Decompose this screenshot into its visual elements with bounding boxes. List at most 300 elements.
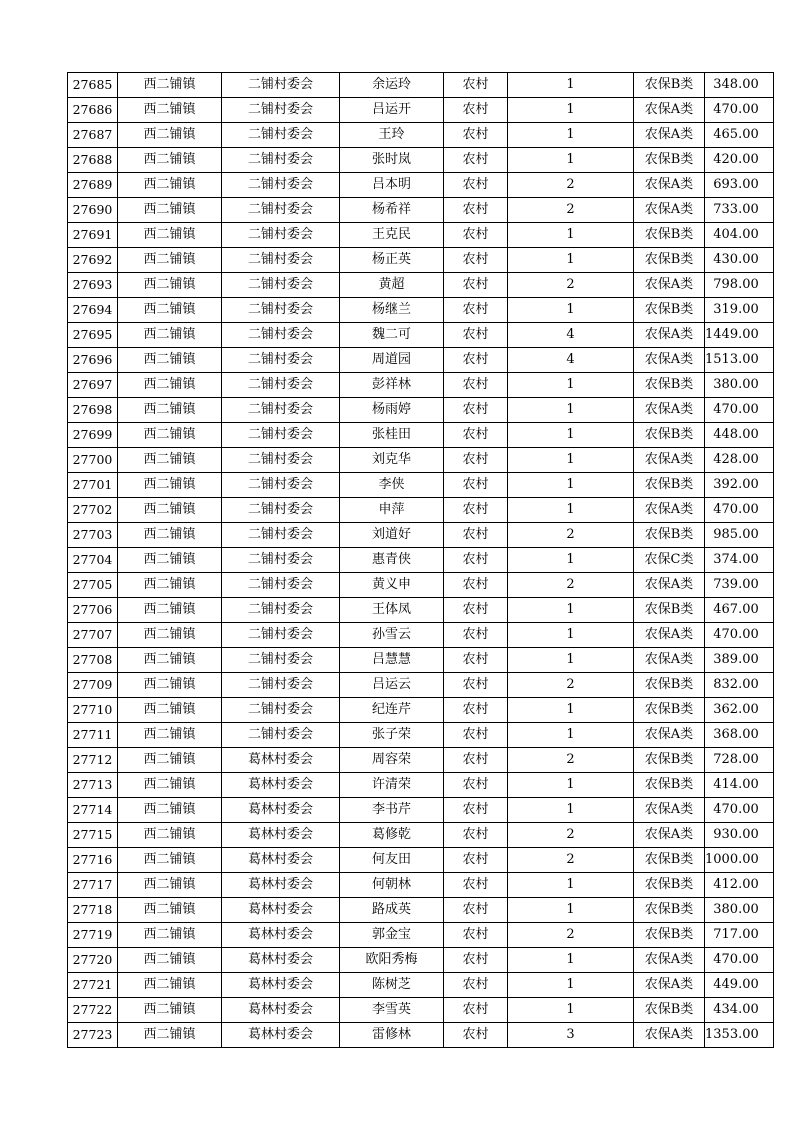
area-type-cell: 农村 bbox=[444, 348, 508, 373]
insurance-category-cell: 农保B类 bbox=[634, 523, 705, 548]
data-table bbox=[67, 72, 774, 1048]
record-id-cell: 27709 bbox=[68, 673, 118, 698]
area-type-cell: 农村 bbox=[444, 173, 508, 198]
table-row bbox=[68, 398, 774, 423]
table-row bbox=[68, 123, 774, 148]
area-type-cell: 农村 bbox=[444, 848, 508, 873]
insurance-category-cell: 农保A类 bbox=[634, 573, 705, 598]
table-row bbox=[68, 773, 774, 798]
amount-cell: 739.00 bbox=[705, 573, 774, 598]
household-size-cell: 1 bbox=[508, 448, 634, 473]
amount-cell: 319.00 bbox=[705, 298, 774, 323]
town-cell: 西二铺镇 bbox=[118, 148, 222, 173]
household-size-cell: 1 bbox=[508, 248, 634, 273]
person-name-cell: 李雪英 bbox=[340, 998, 444, 1023]
household-size-cell: 2 bbox=[508, 848, 634, 873]
town-cell: 西二铺镇 bbox=[118, 798, 222, 823]
town-cell: 西二铺镇 bbox=[118, 273, 222, 298]
table-row bbox=[68, 273, 774, 298]
town-cell: 西二铺镇 bbox=[118, 398, 222, 423]
insurance-category-cell: 农保B类 bbox=[634, 698, 705, 723]
household-size-cell: 1 bbox=[508, 598, 634, 623]
town-cell: 西二铺镇 bbox=[118, 623, 222, 648]
person-name-cell: 欧阳秀梅 bbox=[340, 948, 444, 973]
area-type-cell: 农村 bbox=[444, 1023, 508, 1048]
household-size-cell: 1 bbox=[508, 473, 634, 498]
record-id-cell: 27686 bbox=[68, 98, 118, 123]
household-size-cell: 1 bbox=[508, 873, 634, 898]
record-id-cell: 27703 bbox=[68, 523, 118, 548]
household-size-cell: 1 bbox=[508, 148, 634, 173]
village-committee-cell: 二铺村委会 bbox=[222, 398, 340, 423]
town-cell: 西二铺镇 bbox=[118, 898, 222, 923]
village-committee-cell: 葛林村委会 bbox=[222, 1023, 340, 1048]
insurance-category-cell: 农保B类 bbox=[634, 473, 705, 498]
household-size-cell: 1 bbox=[508, 423, 634, 448]
table-row bbox=[68, 973, 774, 998]
table-row bbox=[68, 548, 774, 573]
insurance-category-cell: 农保B类 bbox=[634, 748, 705, 773]
amount-cell: 467.00 bbox=[705, 598, 774, 623]
person-name-cell: 葛修乾 bbox=[340, 823, 444, 848]
person-name-cell: 魏二可 bbox=[340, 323, 444, 348]
village-committee-cell: 葛林村委会 bbox=[222, 798, 340, 823]
table-row bbox=[68, 348, 774, 373]
record-id-cell: 27720 bbox=[68, 948, 118, 973]
record-id-cell: 27723 bbox=[68, 1023, 118, 1048]
insurance-category-cell: 农保A类 bbox=[634, 798, 705, 823]
amount-cell: 930.00 bbox=[705, 823, 774, 848]
table-row bbox=[68, 923, 774, 948]
town-cell: 西二铺镇 bbox=[118, 423, 222, 448]
table-row bbox=[68, 598, 774, 623]
amount-cell: 1449.00 bbox=[705, 323, 774, 348]
area-type-cell: 农村 bbox=[444, 823, 508, 848]
amount-cell: 985.00 bbox=[705, 523, 774, 548]
town-cell: 西二铺镇 bbox=[118, 248, 222, 273]
village-committee-cell: 葛林村委会 bbox=[222, 923, 340, 948]
village-committee-cell: 二铺村委会 bbox=[222, 498, 340, 523]
record-id-cell: 27707 bbox=[68, 623, 118, 648]
insurance-category-cell: 农保A类 bbox=[634, 448, 705, 473]
town-cell: 西二铺镇 bbox=[118, 773, 222, 798]
town-cell: 西二铺镇 bbox=[118, 98, 222, 123]
person-name-cell: 余运玲 bbox=[340, 73, 444, 98]
table-row bbox=[68, 423, 774, 448]
person-name-cell: 黄义申 bbox=[340, 573, 444, 598]
record-id-cell: 27702 bbox=[68, 498, 118, 523]
table-row bbox=[68, 173, 774, 198]
insurance-category-cell: 农保A类 bbox=[634, 273, 705, 298]
town-cell: 西二铺镇 bbox=[118, 873, 222, 898]
town-cell: 西二铺镇 bbox=[118, 973, 222, 998]
household-size-cell: 2 bbox=[508, 198, 634, 223]
table-row bbox=[68, 898, 774, 923]
household-size-cell: 1 bbox=[508, 298, 634, 323]
town-cell: 西二铺镇 bbox=[118, 723, 222, 748]
area-type-cell: 农村 bbox=[444, 523, 508, 548]
person-name-cell: 杨希祥 bbox=[340, 198, 444, 223]
record-id-cell: 27712 bbox=[68, 748, 118, 773]
amount-cell: 798.00 bbox=[705, 273, 774, 298]
table-row bbox=[68, 698, 774, 723]
record-id-cell: 27722 bbox=[68, 998, 118, 1023]
village-committee-cell: 二铺村委会 bbox=[222, 173, 340, 198]
area-type-cell: 农村 bbox=[444, 323, 508, 348]
town-cell: 西二铺镇 bbox=[118, 223, 222, 248]
table-row bbox=[68, 623, 774, 648]
table-row bbox=[68, 648, 774, 673]
amount-cell: 465.00 bbox=[705, 123, 774, 148]
town-cell: 西二铺镇 bbox=[118, 648, 222, 673]
amount-cell: 470.00 bbox=[705, 623, 774, 648]
town-cell: 西二铺镇 bbox=[118, 498, 222, 523]
table-row bbox=[68, 223, 774, 248]
town-cell: 西二铺镇 bbox=[118, 573, 222, 598]
household-size-cell: 1 bbox=[508, 98, 634, 123]
amount-cell: 728.00 bbox=[705, 748, 774, 773]
record-id-cell: 27687 bbox=[68, 123, 118, 148]
record-id-cell: 27705 bbox=[68, 573, 118, 598]
town-cell: 西二铺镇 bbox=[118, 123, 222, 148]
person-name-cell: 路成英 bbox=[340, 898, 444, 923]
record-id-cell: 27711 bbox=[68, 723, 118, 748]
town-cell: 西二铺镇 bbox=[118, 523, 222, 548]
household-size-cell: 1 bbox=[508, 548, 634, 573]
insurance-category-cell: 农保A类 bbox=[634, 623, 705, 648]
record-id-cell: 27690 bbox=[68, 198, 118, 223]
table-row bbox=[68, 73, 774, 98]
table-row bbox=[68, 148, 774, 173]
insurance-category-cell: 农保A类 bbox=[634, 348, 705, 373]
person-name-cell: 王玲 bbox=[340, 123, 444, 148]
household-size-cell: 2 bbox=[508, 173, 634, 198]
town-cell: 西二铺镇 bbox=[118, 548, 222, 573]
person-name-cell: 杨正英 bbox=[340, 248, 444, 273]
amount-cell: 1353.00 bbox=[705, 1023, 774, 1048]
person-name-cell: 杨继兰 bbox=[340, 298, 444, 323]
person-name-cell: 申萍 bbox=[340, 498, 444, 523]
household-size-cell: 1 bbox=[508, 123, 634, 148]
person-name-cell: 惠青侠 bbox=[340, 548, 444, 573]
record-id-cell: 27699 bbox=[68, 423, 118, 448]
person-name-cell: 王体凤 bbox=[340, 598, 444, 623]
amount-cell: 420.00 bbox=[705, 148, 774, 173]
village-committee-cell: 二铺村委会 bbox=[222, 348, 340, 373]
record-id-cell: 27714 bbox=[68, 798, 118, 823]
household-size-cell: 2 bbox=[508, 923, 634, 948]
household-size-cell: 1 bbox=[508, 948, 634, 973]
household-size-cell: 1 bbox=[508, 698, 634, 723]
area-type-cell: 农村 bbox=[444, 898, 508, 923]
area-type-cell: 农村 bbox=[444, 723, 508, 748]
area-type-cell: 农村 bbox=[444, 798, 508, 823]
insurance-category-cell: 农保B类 bbox=[634, 223, 705, 248]
town-cell: 西二铺镇 bbox=[118, 448, 222, 473]
person-name-cell: 吕本明 bbox=[340, 173, 444, 198]
insurance-category-cell: 农保A类 bbox=[634, 123, 705, 148]
record-id-cell: 27696 bbox=[68, 348, 118, 373]
area-type-cell: 农村 bbox=[444, 98, 508, 123]
household-size-cell: 4 bbox=[508, 348, 634, 373]
table-row bbox=[68, 848, 774, 873]
village-committee-cell: 二铺村委会 bbox=[222, 273, 340, 298]
amount-cell: 470.00 bbox=[705, 498, 774, 523]
insurance-category-cell: 农保A类 bbox=[634, 398, 705, 423]
village-committee-cell: 二铺村委会 bbox=[222, 573, 340, 598]
table-row bbox=[68, 948, 774, 973]
record-id-cell: 27698 bbox=[68, 398, 118, 423]
amount-cell: 362.00 bbox=[705, 698, 774, 723]
record-id-cell: 27695 bbox=[68, 323, 118, 348]
record-id-cell: 27685 bbox=[68, 73, 118, 98]
amount-cell: 348.00 bbox=[705, 73, 774, 98]
area-type-cell: 农村 bbox=[444, 773, 508, 798]
town-cell: 西二铺镇 bbox=[118, 373, 222, 398]
area-type-cell: 农村 bbox=[444, 448, 508, 473]
amount-cell: 404.00 bbox=[705, 223, 774, 248]
village-committee-cell: 二铺村委会 bbox=[222, 98, 340, 123]
amount-cell: 1000.00 bbox=[705, 848, 774, 873]
area-type-cell: 农村 bbox=[444, 123, 508, 148]
area-type-cell: 农村 bbox=[444, 748, 508, 773]
town-cell: 西二铺镇 bbox=[118, 198, 222, 223]
household-size-cell: 2 bbox=[508, 823, 634, 848]
record-id-cell: 27693 bbox=[68, 273, 118, 298]
table-row bbox=[68, 573, 774, 598]
record-id-cell: 27708 bbox=[68, 648, 118, 673]
area-type-cell: 农村 bbox=[444, 673, 508, 698]
household-size-cell: 1 bbox=[508, 373, 634, 398]
person-name-cell: 刘道好 bbox=[340, 523, 444, 548]
insurance-category-cell: 农保A类 bbox=[634, 723, 705, 748]
insurance-category-cell: 农保B类 bbox=[634, 848, 705, 873]
person-name-cell: 陈树芝 bbox=[340, 973, 444, 998]
insurance-category-cell: 农保B类 bbox=[634, 373, 705, 398]
area-type-cell: 农村 bbox=[444, 248, 508, 273]
area-type-cell: 农村 bbox=[444, 973, 508, 998]
household-size-cell: 1 bbox=[508, 773, 634, 798]
amount-cell: 1513.00 bbox=[705, 348, 774, 373]
insurance-category-cell: 农保A类 bbox=[634, 823, 705, 848]
person-name-cell: 张子荣 bbox=[340, 723, 444, 748]
amount-cell: 392.00 bbox=[705, 473, 774, 498]
household-size-cell: 1 bbox=[508, 648, 634, 673]
area-type-cell: 农村 bbox=[444, 998, 508, 1023]
area-type-cell: 农村 bbox=[444, 948, 508, 973]
household-size-cell: 1 bbox=[508, 223, 634, 248]
amount-cell: 449.00 bbox=[705, 973, 774, 998]
insurance-category-cell: 农保B类 bbox=[634, 148, 705, 173]
insurance-category-cell: 农保B类 bbox=[634, 248, 705, 273]
amount-cell: 470.00 bbox=[705, 98, 774, 123]
household-size-cell: 2 bbox=[508, 673, 634, 698]
person-name-cell: 雷修林 bbox=[340, 1023, 444, 1048]
table-row bbox=[68, 298, 774, 323]
area-type-cell: 农村 bbox=[444, 298, 508, 323]
person-name-cell: 许清荣 bbox=[340, 773, 444, 798]
area-type-cell: 农村 bbox=[444, 598, 508, 623]
village-committee-cell: 二铺村委会 bbox=[222, 423, 340, 448]
village-committee-cell: 二铺村委会 bbox=[222, 473, 340, 498]
insurance-category-cell: 农保B类 bbox=[634, 598, 705, 623]
record-id-cell: 27697 bbox=[68, 373, 118, 398]
insurance-category-cell: 农保B类 bbox=[634, 998, 705, 1023]
village-committee-cell: 二铺村委会 bbox=[222, 223, 340, 248]
table-row bbox=[68, 798, 774, 823]
town-cell: 西二铺镇 bbox=[118, 598, 222, 623]
amount-cell: 412.00 bbox=[705, 873, 774, 898]
village-committee-cell: 二铺村委会 bbox=[222, 323, 340, 348]
town-cell: 西二铺镇 bbox=[118, 823, 222, 848]
record-id-cell: 27715 bbox=[68, 823, 118, 848]
town-cell: 西二铺镇 bbox=[118, 698, 222, 723]
person-name-cell: 彭祥林 bbox=[340, 373, 444, 398]
household-size-cell: 2 bbox=[508, 273, 634, 298]
person-name-cell: 李侠 bbox=[340, 473, 444, 498]
village-committee-cell: 二铺村委会 bbox=[222, 598, 340, 623]
person-name-cell: 杨雨婷 bbox=[340, 398, 444, 423]
town-cell: 西二铺镇 bbox=[118, 948, 222, 973]
amount-cell: 832.00 bbox=[705, 673, 774, 698]
table-row bbox=[68, 723, 774, 748]
record-id-cell: 27700 bbox=[68, 448, 118, 473]
table-row bbox=[68, 873, 774, 898]
amount-cell: 430.00 bbox=[705, 248, 774, 273]
table-row bbox=[68, 448, 774, 473]
village-committee-cell: 二铺村委会 bbox=[222, 548, 340, 573]
town-cell: 西二铺镇 bbox=[118, 173, 222, 198]
household-size-cell: 3 bbox=[508, 1023, 634, 1048]
village-committee-cell: 葛林村委会 bbox=[222, 998, 340, 1023]
record-id-cell: 27701 bbox=[68, 473, 118, 498]
village-committee-cell: 二铺村委会 bbox=[222, 73, 340, 98]
area-type-cell: 农村 bbox=[444, 548, 508, 573]
household-size-cell: 2 bbox=[508, 748, 634, 773]
person-name-cell: 王克民 bbox=[340, 223, 444, 248]
amount-cell: 470.00 bbox=[705, 398, 774, 423]
insurance-category-cell: 农保B类 bbox=[634, 923, 705, 948]
insurance-category-cell: 农保A类 bbox=[634, 973, 705, 998]
table-row bbox=[68, 1023, 774, 1048]
area-type-cell: 农村 bbox=[444, 223, 508, 248]
amount-cell: 389.00 bbox=[705, 648, 774, 673]
amount-cell: 717.00 bbox=[705, 923, 774, 948]
village-committee-cell: 二铺村委会 bbox=[222, 148, 340, 173]
table-body bbox=[68, 73, 774, 1048]
person-name-cell: 郭金宝 bbox=[340, 923, 444, 948]
area-type-cell: 农村 bbox=[444, 398, 508, 423]
town-cell: 西二铺镇 bbox=[118, 748, 222, 773]
person-name-cell: 周容荣 bbox=[340, 748, 444, 773]
village-committee-cell: 葛林村委会 bbox=[222, 823, 340, 848]
area-type-cell: 农村 bbox=[444, 198, 508, 223]
village-committee-cell: 二铺村委会 bbox=[222, 723, 340, 748]
household-size-cell: 1 bbox=[508, 623, 634, 648]
household-size-cell: 1 bbox=[508, 973, 634, 998]
area-type-cell: 农村 bbox=[444, 423, 508, 448]
record-id-cell: 27717 bbox=[68, 873, 118, 898]
record-id-cell: 27689 bbox=[68, 173, 118, 198]
village-committee-cell: 葛林村委会 bbox=[222, 748, 340, 773]
area-type-cell: 农村 bbox=[444, 473, 508, 498]
household-size-cell: 1 bbox=[508, 498, 634, 523]
insurance-category-cell: 农保B类 bbox=[634, 898, 705, 923]
insurance-category-cell: 农保B类 bbox=[634, 423, 705, 448]
amount-cell: 428.00 bbox=[705, 448, 774, 473]
table-row bbox=[68, 823, 774, 848]
insurance-category-cell: 农保B类 bbox=[634, 298, 705, 323]
village-committee-cell: 葛林村委会 bbox=[222, 873, 340, 898]
amount-cell: 470.00 bbox=[705, 948, 774, 973]
amount-cell: 380.00 bbox=[705, 373, 774, 398]
village-committee-cell: 葛林村委会 bbox=[222, 848, 340, 873]
village-committee-cell: 二铺村委会 bbox=[222, 648, 340, 673]
town-cell: 西二铺镇 bbox=[118, 348, 222, 373]
household-size-cell: 1 bbox=[508, 998, 634, 1023]
insurance-category-cell: 农保A类 bbox=[634, 98, 705, 123]
village-committee-cell: 二铺村委会 bbox=[222, 298, 340, 323]
insurance-category-cell: 农保A类 bbox=[634, 1023, 705, 1048]
table-row bbox=[68, 323, 774, 348]
amount-cell: 414.00 bbox=[705, 773, 774, 798]
insurance-category-cell: 农保A类 bbox=[634, 198, 705, 223]
person-name-cell: 刘克华 bbox=[340, 448, 444, 473]
area-type-cell: 农村 bbox=[444, 573, 508, 598]
amount-cell: 470.00 bbox=[705, 798, 774, 823]
amount-cell: 434.00 bbox=[705, 998, 774, 1023]
person-name-cell: 张时岚 bbox=[340, 148, 444, 173]
area-type-cell: 农村 bbox=[444, 498, 508, 523]
record-id-cell: 27706 bbox=[68, 598, 118, 623]
amount-cell: 448.00 bbox=[705, 423, 774, 448]
village-committee-cell: 二铺村委会 bbox=[222, 123, 340, 148]
household-size-cell: 2 bbox=[508, 573, 634, 598]
village-committee-cell: 二铺村委会 bbox=[222, 673, 340, 698]
amount-cell: 693.00 bbox=[705, 173, 774, 198]
insurance-category-cell: 农保A类 bbox=[634, 648, 705, 673]
household-size-cell: 1 bbox=[508, 798, 634, 823]
household-size-cell: 1 bbox=[508, 723, 634, 748]
town-cell: 西二铺镇 bbox=[118, 323, 222, 348]
record-id-cell: 27716 bbox=[68, 848, 118, 873]
table-row bbox=[68, 98, 774, 123]
record-id-cell: 27718 bbox=[68, 898, 118, 923]
table-row bbox=[68, 748, 774, 773]
person-name-cell: 黄超 bbox=[340, 273, 444, 298]
record-id-cell: 27692 bbox=[68, 248, 118, 273]
table-row bbox=[68, 523, 774, 548]
town-cell: 西二铺镇 bbox=[118, 473, 222, 498]
insurance-category-cell: 农保C类 bbox=[634, 548, 705, 573]
insurance-category-cell: 农保A类 bbox=[634, 948, 705, 973]
person-name-cell: 纪连芹 bbox=[340, 698, 444, 723]
town-cell: 西二铺镇 bbox=[118, 998, 222, 1023]
table-row bbox=[68, 673, 774, 698]
amount-cell: 368.00 bbox=[705, 723, 774, 748]
village-committee-cell: 葛林村委会 bbox=[222, 948, 340, 973]
person-name-cell: 何友田 bbox=[340, 848, 444, 873]
area-type-cell: 农村 bbox=[444, 73, 508, 98]
person-name-cell: 张桂田 bbox=[340, 423, 444, 448]
area-type-cell: 农村 bbox=[444, 648, 508, 673]
record-id-cell: 27719 bbox=[68, 923, 118, 948]
area-type-cell: 农村 bbox=[444, 273, 508, 298]
household-size-cell: 1 bbox=[508, 73, 634, 98]
table-row bbox=[68, 998, 774, 1023]
insurance-category-cell: 农保B类 bbox=[634, 73, 705, 98]
area-type-cell: 农村 bbox=[444, 873, 508, 898]
